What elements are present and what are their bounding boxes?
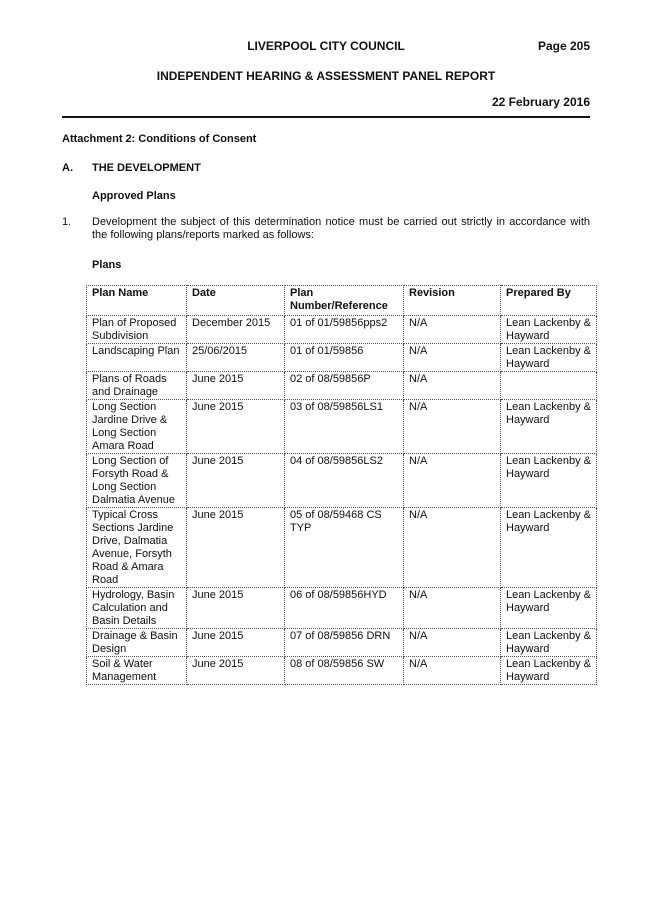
table-row [87, 400, 597, 454]
cell-date: June 2015 [187, 508, 285, 588]
cell-date: December 2015 [187, 316, 285, 344]
section-number: A. [62, 162, 73, 174]
cell-plan-number: 02 of 08/59856P [285, 372, 404, 400]
cell-revision: N/A [404, 344, 501, 372]
council-name: LIVERPOOL CITY COUNCIL [247, 39, 405, 53]
table-row [87, 508, 597, 588]
plans-table [86, 285, 597, 685]
cell-prepared-by: Lean Lackenby & Hayward [501, 588, 597, 629]
cell-plan-number: 01 of 01/59856 [285, 344, 404, 372]
header-plan-name: Plan Name [87, 286, 187, 316]
cell-plan-number: 04 of 08/59856LS2 [285, 454, 404, 508]
approved-plans-heading: Approved Plans [92, 190, 176, 202]
header-plan-number: Plan Number/Reference [285, 286, 404, 316]
table-row [87, 344, 597, 372]
cell-plan-name: Plans of Roads and Drainage [87, 372, 187, 400]
cell-date: 25/06/2015 [187, 344, 285, 372]
cell-date: June 2015 [187, 629, 285, 657]
cell-revision: N/A [404, 629, 501, 657]
cell-prepared-by: Lean Lackenby & Hayward [501, 508, 597, 588]
table-row [87, 657, 597, 685]
cell-plan-name: Long Section of Forsyth Road & Long Section Dalmatia Avenue [87, 454, 187, 508]
cell-revision: N/A [404, 316, 501, 344]
cell-revision: N/A [404, 588, 501, 629]
cell-prepared-by: Lean Lackenby & Hayward [501, 454, 597, 508]
cell-plan-number: 08 of 08/59856 SW [285, 657, 404, 685]
cell-plan-name: Long Section Jardine Drive & Long Section Amara Road [87, 400, 187, 454]
cell-plan-name: Hydrology, Basin Calculation and Basin Details [87, 588, 187, 629]
header-divider [62, 116, 590, 118]
cell-plan-number: 01 of 01/59856pps2 [285, 316, 404, 344]
cell-revision: N/A [404, 454, 501, 508]
table-row [87, 372, 597, 400]
report-title: INDEPENDENT HEARING & ASSESSMENT PANEL REPORT [156, 69, 496, 83]
cell-date: June 2015 [187, 400, 285, 454]
cell-prepared-by: Lean Lackenby & Hayward [501, 400, 597, 454]
report-date: 22 February 2016 [491, 95, 590, 109]
cell-plan-name: Landscaping Plan [87, 344, 187, 372]
cell-date: June 2015 [187, 372, 285, 400]
cell-revision: N/A [404, 508, 501, 588]
cell-plan-name: Typical Cross Sections Jardine Drive, Dalmatia Avenue, Forsyth Road & Amara Road [87, 508, 187, 588]
header-date: Date [187, 286, 285, 316]
cell-prepared-by: Lean Lackenby & Hayward [501, 316, 597, 344]
attachment-title: Attachment 2: Conditions of Consent [62, 133, 257, 145]
section-title: THE DEVELOPMENT [92, 162, 201, 174]
page-number: Page 205 [537, 39, 590, 53]
condition-number: 1. [62, 216, 72, 228]
cell-prepared-by [501, 372, 597, 400]
table-row [87, 316, 597, 344]
cell-revision: N/A [404, 400, 501, 454]
cell-prepared-by: Lean Lackenby & Hayward [501, 657, 597, 685]
header-prepared-by: Prepared By [501, 286, 597, 316]
cell-plan-number: 06 of 08/59856HYD [285, 588, 404, 629]
cell-prepared-by: Lean Lackenby & Hayward [501, 344, 597, 372]
cell-plan-number: 03 of 08/59856LS1 [285, 400, 404, 454]
condition-text: Development the subject of this determination notice must be carried out strictly in accordance with the following plans/reports marked as follows: [92, 216, 590, 241]
cell-plan-number: 05 of 08/59468 CS TYP [285, 508, 404, 588]
header-revision: Revision [404, 286, 501, 316]
table-header-row [87, 286, 597, 316]
cell-date: June 2015 [187, 588, 285, 629]
cell-date: June 2015 [187, 454, 285, 508]
cell-plan-name: Drainage & Basin Design [87, 629, 187, 657]
cell-revision: N/A [404, 657, 501, 685]
plans-heading: Plans [92, 259, 122, 271]
cell-revision: N/A [404, 372, 501, 400]
cell-date: June 2015 [187, 657, 285, 685]
cell-plan-name: Plan of Proposed Subdivision [87, 316, 187, 344]
cell-plan-number: 07 of 08/59856 DRN [285, 629, 404, 657]
cell-prepared-by: Lean Lackenby & Hayward [501, 629, 597, 657]
table-row [87, 454, 597, 508]
table-row [87, 629, 597, 657]
cell-plan-name: Soil & Water Management [87, 657, 187, 685]
table-row [87, 588, 597, 629]
